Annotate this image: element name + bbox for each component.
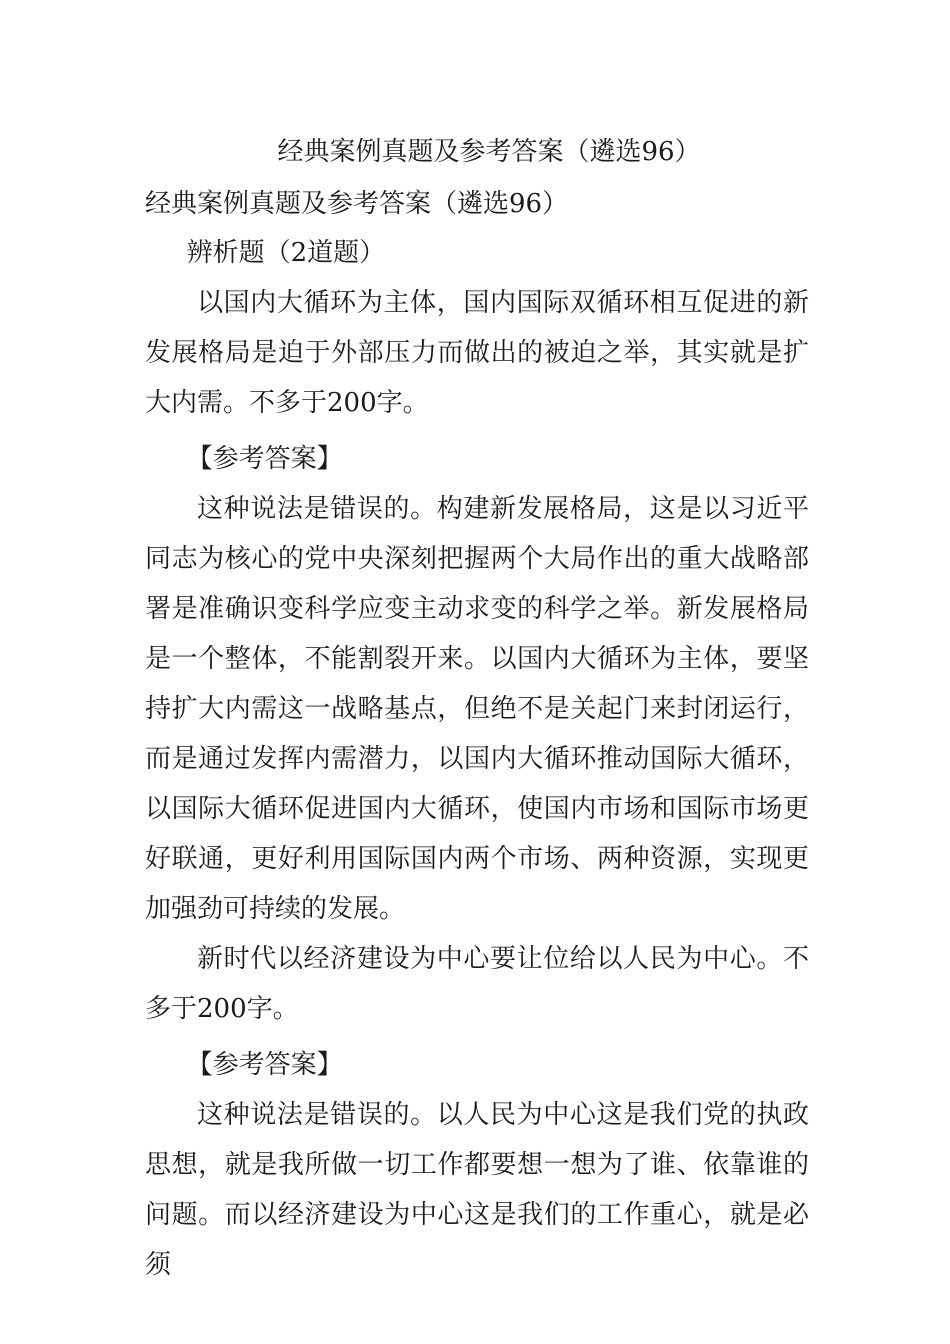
answer-1-label: 【参考答案】 [186,444,343,474]
question-2-text: 新时代以经济建设为中心要让位给以人民为中心。不多于200字。 [145,944,809,1024]
section-heading: 辨析题（2道题） [186,238,386,268]
answer-2-label: 【参考答案】 [186,1050,343,1080]
document-body [145,130,809,1290]
question-1-text: 以国内大循环为主体，国内国际双循环相互促进的新发展格局是迫于外部压力而做出的被迫之举，其实就是扩大内需。不多于200字。 [145,288,809,418]
document-title: 经典案例真题及参考答案（遴选96） [277,137,701,167]
answer-1-text: 这种说法是错误的。构建新发展格局，这是以习近平同志为核心的党中央深刻把握两个大局作出的重大战略部署是准确识变科学应变主动求变的科学之举。新发展格局是一个整体，不能割裂开来。以国内大循环为主体，要坚持扩大内需这一战略基点，但绝不是关起门来封闭运行，而是通过发挥内需潜力，以国内大循环推动国际大循环，以国际大循环促进国内大循环，使国内市场和国际市场更好联通，更好利用国际国内两个市场、两种资源，实现更加强劲可持续的发展。 [145,494,809,924]
answer-2-text: 这种说法是错误的。以人民为中心这是我们党的执政思想，就是我所做一切工作都要想一想为了谁、依靠谁的问题。而以经济建设为中心这是我们的工作重心，就是必须 [145,1100,809,1280]
document-subtitle: 经典案例真题及参考答案（遴选96） [145,189,569,219]
